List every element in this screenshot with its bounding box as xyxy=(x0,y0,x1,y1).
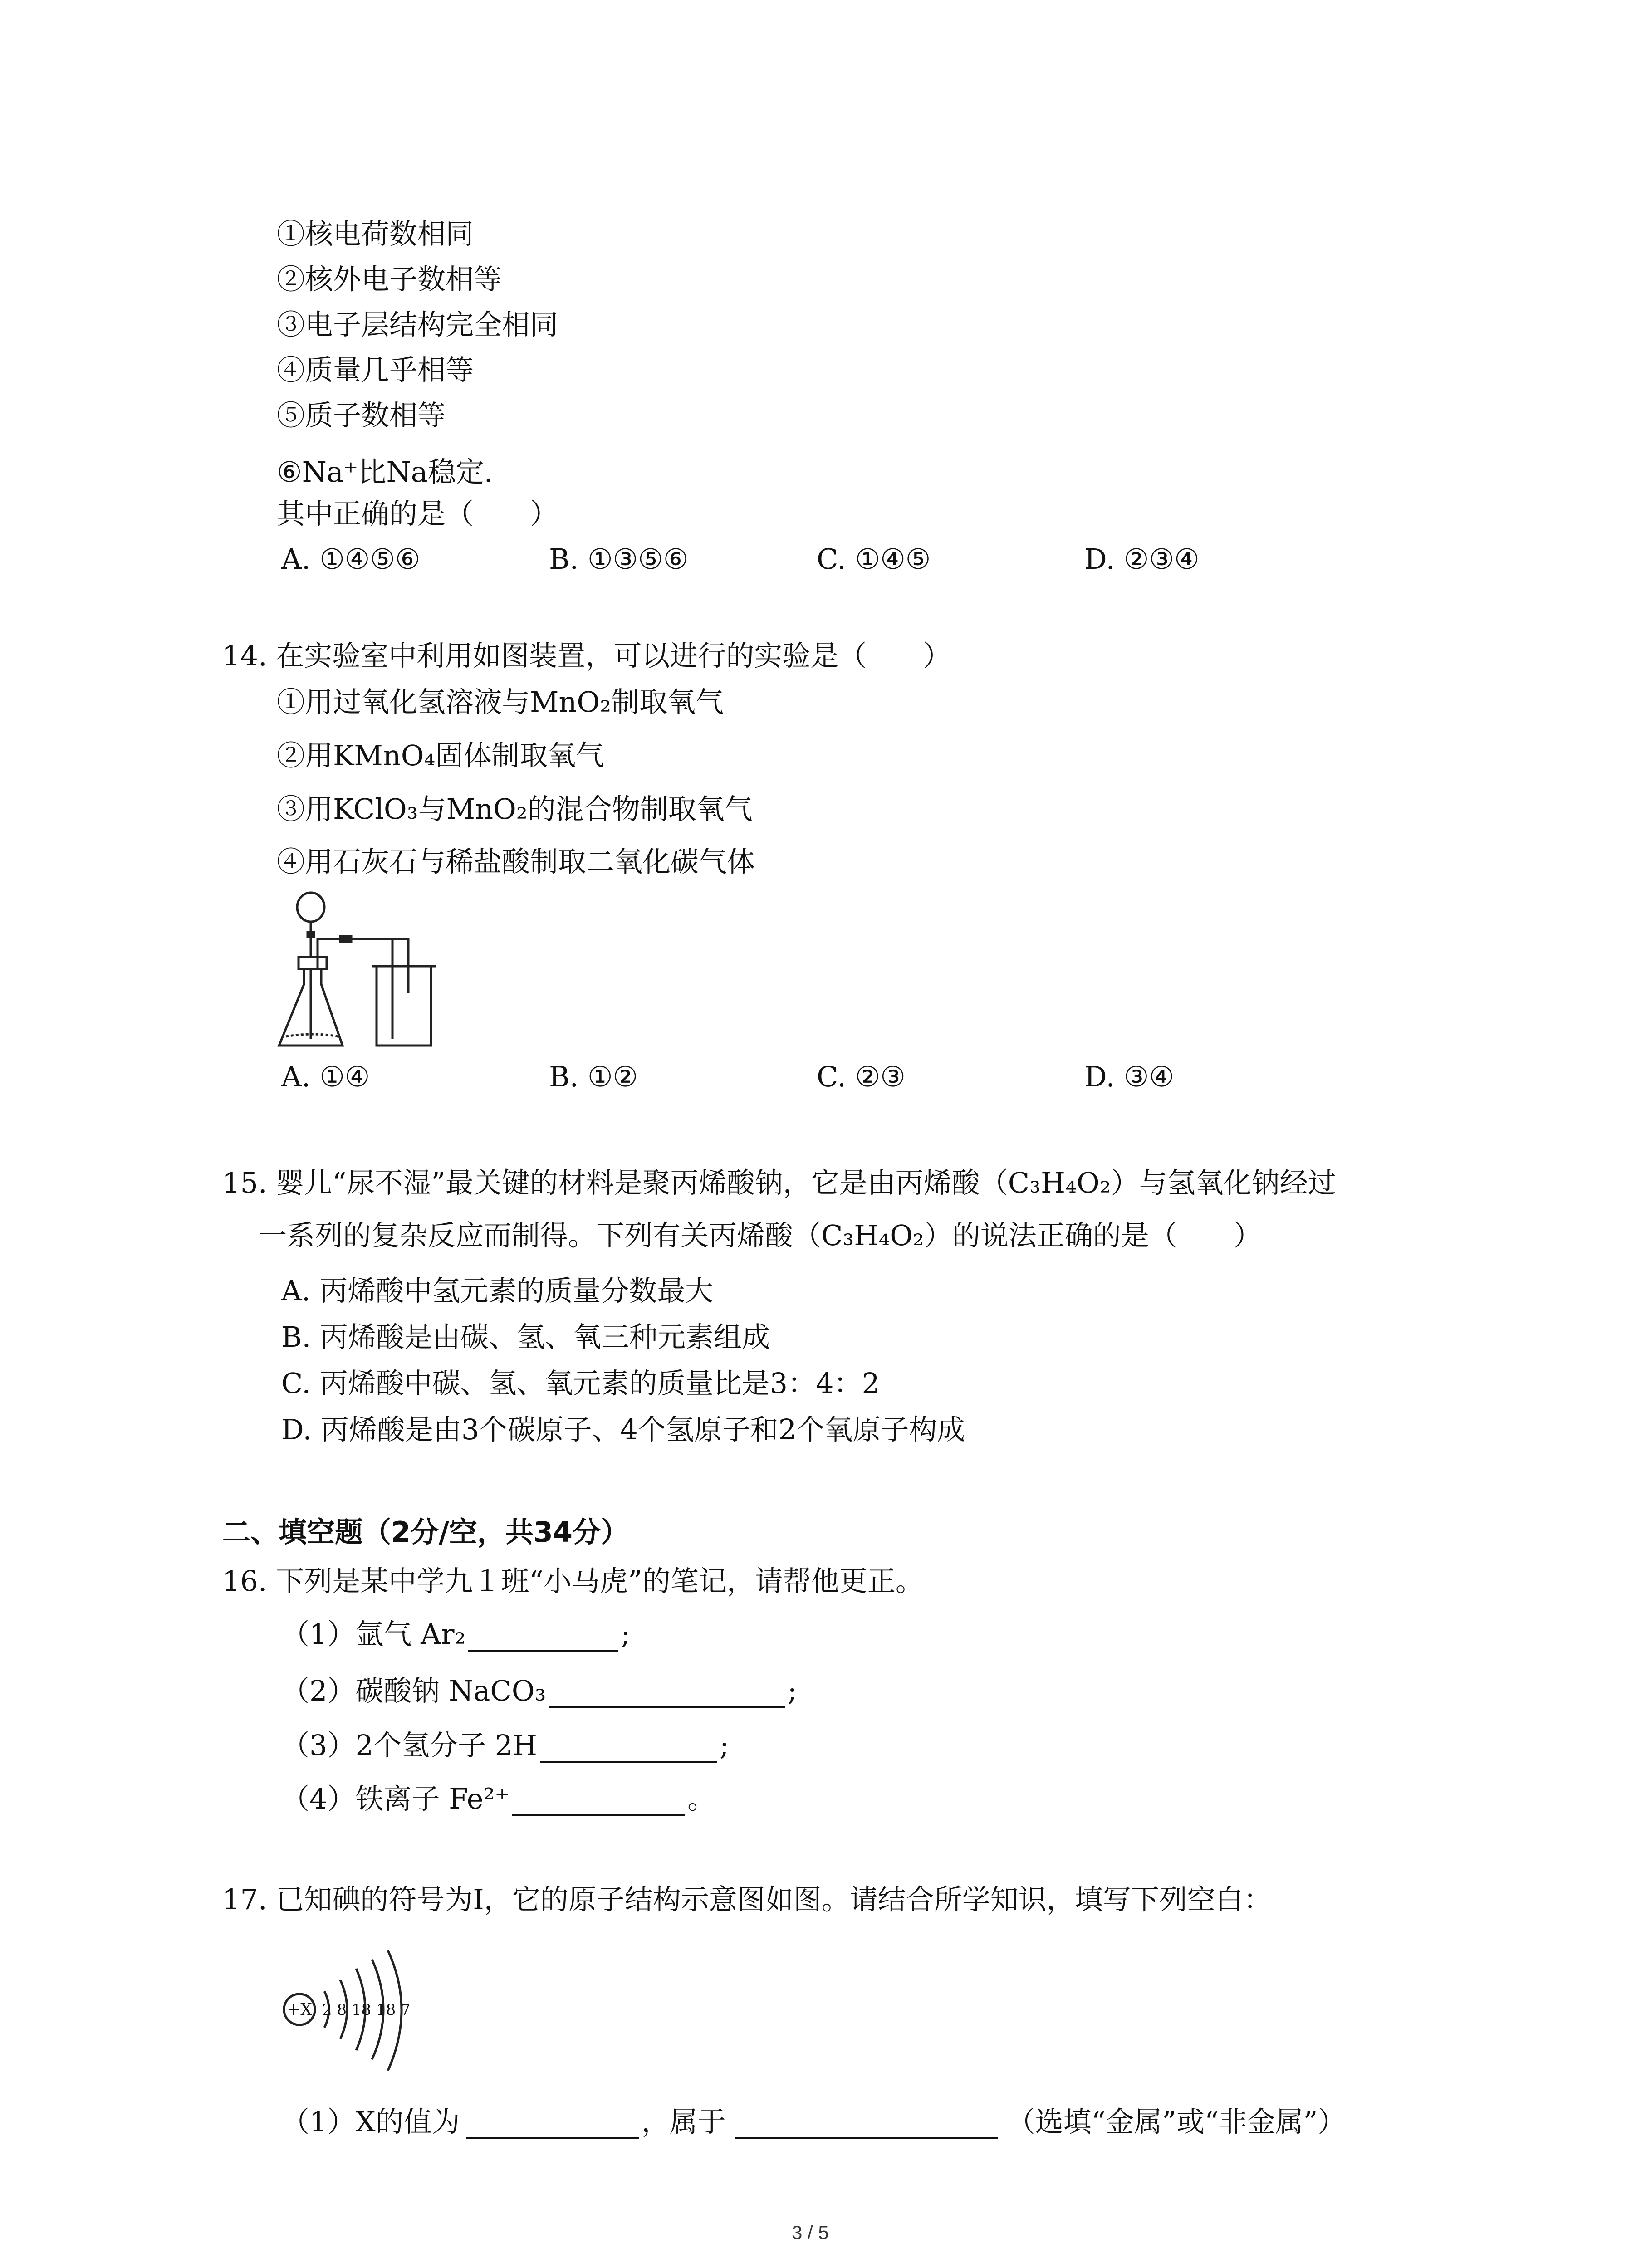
q16-item-label: （2）碳酸钠 NaCO₃ xyxy=(281,1674,546,1707)
shell-electrons: 2 8 18 18 7 xyxy=(322,2001,411,2019)
q13-option-d: D. ②③④ xyxy=(1084,543,1200,576)
q16-item-end: ; xyxy=(787,1674,797,1707)
answer-blank[interactable] xyxy=(549,1680,785,1708)
section-heading: 二、填空题（2分/空，共34分） xyxy=(222,1515,629,1549)
nucleus-label: +X xyxy=(287,2000,312,2019)
q16-item-end: 。 xyxy=(687,1782,716,1815)
q13-option-a: A. ①④⑤⑥ xyxy=(281,543,421,576)
q14-item: ④用石灰石与稀盐酸制取二氧化碳气体 xyxy=(277,845,755,878)
q17-part1-label: （1）X的值为 xyxy=(281,2105,460,2138)
q14-option-d: D. ③④ xyxy=(1084,1060,1175,1093)
answer-blank[interactable] xyxy=(468,1623,618,1652)
answer-blank[interactable] xyxy=(512,1788,685,1816)
q16-item-2 xyxy=(281,1674,797,1708)
answer-blank[interactable] xyxy=(466,2111,639,2139)
q15-option-d: D. 丙烯酸是由3个碳原子、4个氢原子和2个氧原子构成 xyxy=(281,1413,965,1446)
q13-item: ⑤质子数相等 xyxy=(277,399,446,432)
answer-blank[interactable] xyxy=(735,2111,998,2139)
q14-item: ①用过氧化氢溶液与MnO₂制取氧气 xyxy=(277,685,724,719)
q15-stem-line2: 一系列的复杂反应而制得。下列有关丙烯酸（C₃H₄O₂）的说法正确的是（ ） xyxy=(259,1219,1262,1252)
q13-item: ①核电荷数相同 xyxy=(277,217,474,250)
q16-item-end: ; xyxy=(720,1729,730,1762)
q13-option-b: B. ①③⑤⑥ xyxy=(549,543,689,576)
q17-part1-mid: ，属于 xyxy=(641,2105,726,2138)
atom-structure-diagram xyxy=(277,1946,422,2077)
q14-option-b: B. ①② xyxy=(549,1060,638,1093)
q16-item-1 xyxy=(281,1617,630,1652)
q16-item-label: （4）铁离子 Fe²⁺ xyxy=(281,1782,510,1815)
q15-stem-line1: 15. 婴儿“尿不湿”最关键的材料是聚丙烯酸钠，它是由丙烯酸（C₃H₄O₂）与氢氧化钠经过 xyxy=(222,1166,1336,1199)
q17-part1 xyxy=(281,2105,1346,2139)
q17-stem: 17. 已知碘的符号为I，它的原子结构示意图如图。请结合所学知识，填写下列空白： xyxy=(222,1883,1272,1916)
q13-item: ⑥Na⁺比Na稳定. xyxy=(277,455,493,489)
q13-item: ③电子层结构完全相同 xyxy=(277,308,558,341)
q16-item-label: （3）2个氢分子 2H xyxy=(281,1729,538,1762)
q16-item-label: （1）氩气 Ar₂ xyxy=(281,1618,466,1651)
gas-apparatus-diagram xyxy=(272,889,445,1061)
page-number: 3 / 5 xyxy=(792,2222,829,2243)
q16-item-4 xyxy=(281,1782,715,1816)
q17-part1-hint: （选填“金属”或“非金属”） xyxy=(1007,2105,1346,2138)
q15-option-a: A. 丙烯酸中氢元素的质量分数最大 xyxy=(281,1274,714,1307)
q15-option-b: B. 丙烯酸是由碳、氢、氧三种元素组成 xyxy=(281,1320,770,1354)
q16-item-end: ; xyxy=(621,1618,631,1651)
q14-item: ②用KMnO₄固体制取氧气 xyxy=(277,739,604,772)
q14-item: ③用KClO₃与MnO₂的混合物制取氧气 xyxy=(277,792,753,826)
q14-option-c: C. ②③ xyxy=(817,1060,906,1093)
q16-item-3 xyxy=(281,1728,729,1763)
q13-option-c: C. ①④⑤ xyxy=(817,543,931,576)
q14-option-a: A. ①④ xyxy=(281,1060,370,1093)
answer-blank[interactable] xyxy=(540,1735,717,1763)
q15-option-c: C. 丙烯酸中碳、氢、氧元素的质量比是3：4：2 xyxy=(281,1367,880,1400)
q14-stem: 14. 在实验室中利用如图装置，可以进行的实验是（ ） xyxy=(222,639,951,672)
q13-item: ②核外电子数相等 xyxy=(277,263,502,296)
q13-item: ④质量几乎相等 xyxy=(277,353,474,386)
q16-stem: 16. 下列是某中学九１班“小马虎”的笔记，请帮他更正。 xyxy=(222,1564,924,1598)
q13-stem: 其中正确的是（ ） xyxy=(277,497,558,530)
